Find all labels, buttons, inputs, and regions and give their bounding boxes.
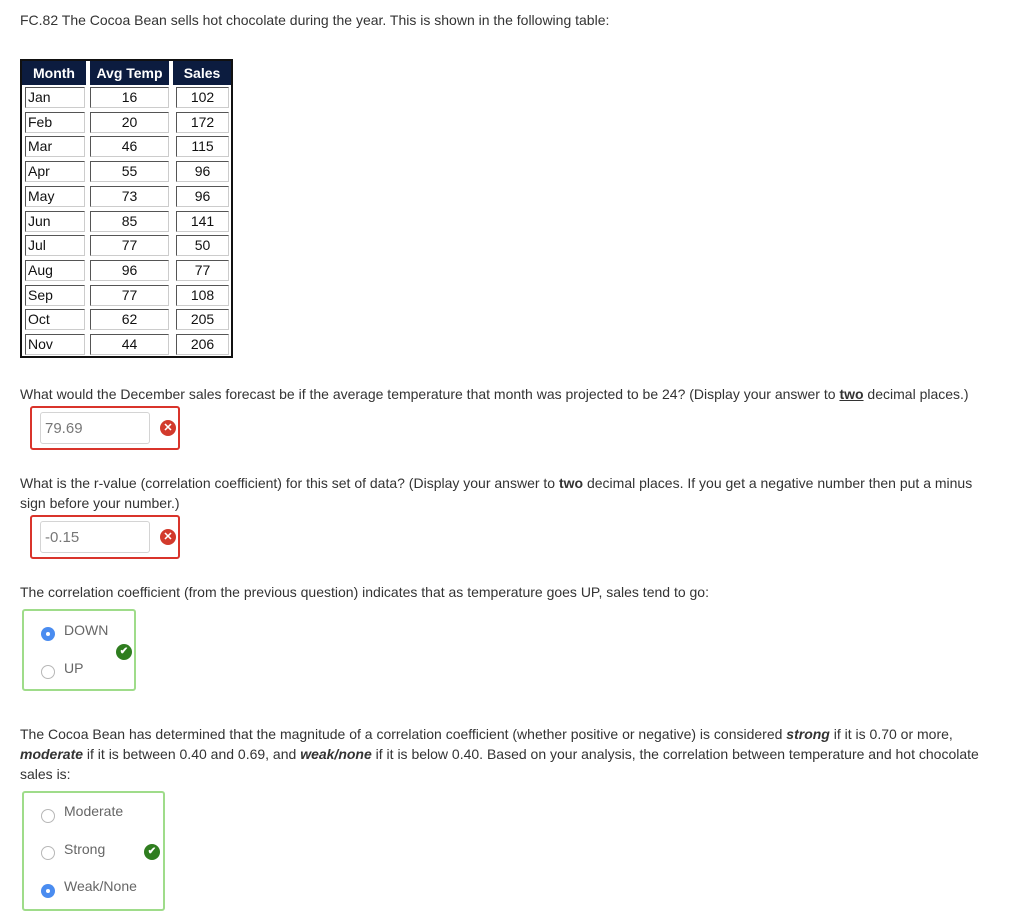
question-1-text: What would the December sales forecast be if the average temperature that month was projected to be 24? (Display your answer to two decimal places.)	[20, 386, 969, 402]
correct-icon: ✔	[144, 844, 160, 860]
table-cell: 20	[90, 112, 169, 133]
incorrect-icon: ✕	[160, 420, 176, 436]
correct-icon: ✔	[116, 644, 132, 660]
table-cell: Mar	[25, 136, 85, 157]
table-cell: 96	[176, 161, 229, 182]
table-cell: 50	[176, 235, 229, 256]
answer-input-1[interactable]	[40, 412, 150, 444]
table-cell: 16	[90, 87, 169, 108]
table-cell: 62	[90, 309, 169, 330]
table-cell: Jun	[25, 211, 85, 232]
column-header-sales: Sales	[173, 61, 231, 85]
table-cell: Jul	[25, 235, 85, 256]
table-cell: 77	[90, 285, 169, 306]
question-3-text: The correlation coefficient (from the previous question) indicates that as temperature goes UP, sales tend to go:	[20, 584, 709, 600]
table-cell: 55	[90, 161, 169, 182]
table-cell: 115	[176, 136, 229, 157]
table-cell: 46	[90, 136, 169, 157]
option-label-down[interactable]: DOWN	[64, 622, 109, 638]
table-cell: Nov	[25, 334, 85, 355]
column-header-avg-temp: Avg Temp	[90, 61, 169, 85]
table-cell: 172	[176, 112, 229, 133]
answer-box-2	[30, 515, 180, 559]
radio-strong[interactable]	[41, 846, 55, 860]
question-2-text: What is the r-value (correlation coefficient) for this set of data? (Display your answer to two decimal places. If you get a negative number then put a minus sign before your number.)	[20, 475, 973, 511]
option-label-up[interactable]: UP	[64, 660, 84, 676]
table-cell: 77	[90, 235, 169, 256]
table-cell: Apr	[25, 161, 85, 182]
table-cell: 205	[176, 309, 229, 330]
option-label-strong[interactable]: Strong	[64, 841, 106, 857]
table-cell: 206	[176, 334, 229, 355]
question-intro: FC.82 The Cocoa Bean sells hot chocolate during the year. This is shown in the following table:	[20, 12, 610, 28]
answer-group-4	[22, 791, 165, 911]
option-label-moderate[interactable]: Moderate	[64, 803, 124, 819]
table-cell: 141	[176, 211, 229, 232]
answer-group-3	[22, 609, 136, 691]
column-header-month: Month	[22, 61, 86, 85]
radio-down[interactable]	[41, 627, 55, 641]
table-cell: 96	[90, 260, 169, 281]
table-cell: Feb	[25, 112, 85, 133]
answer-input-2[interactable]	[40, 521, 150, 553]
radio-weak-none[interactable]	[41, 884, 55, 898]
radio-up[interactable]	[41, 665, 55, 679]
table-cell: Aug	[25, 260, 85, 281]
incorrect-icon: ✕	[160, 529, 176, 545]
table-cell: 73	[90, 186, 169, 207]
sales-data-table	[20, 59, 233, 358]
table-cell: Sep	[25, 285, 85, 306]
radio-moderate[interactable]	[41, 809, 55, 823]
table-cell: 85	[90, 211, 169, 232]
table-cell: 108	[176, 285, 229, 306]
question-4-text: The Cocoa Bean has determined that the magnitude of a correlation coefficient (whether positive or negative) is considered strong if it is 0.70 or more, moderate if it is between 0.40 and 0.69, and weak/none if it is below 0.40. Based on your analysis, the correlation between temperature and hot chocolate sales is:	[20, 726, 979, 782]
option-label-weak-none[interactable]: Weak/None	[64, 878, 137, 894]
table-cell: May	[25, 186, 85, 207]
answer-box-1	[30, 406, 180, 450]
table-cell: Jan	[25, 87, 85, 108]
table-cell: 102	[176, 87, 229, 108]
table-cell: 96	[176, 186, 229, 207]
table-cell: 77	[176, 260, 229, 281]
table-cell: 44	[90, 334, 169, 355]
table-cell: Oct	[25, 309, 85, 330]
